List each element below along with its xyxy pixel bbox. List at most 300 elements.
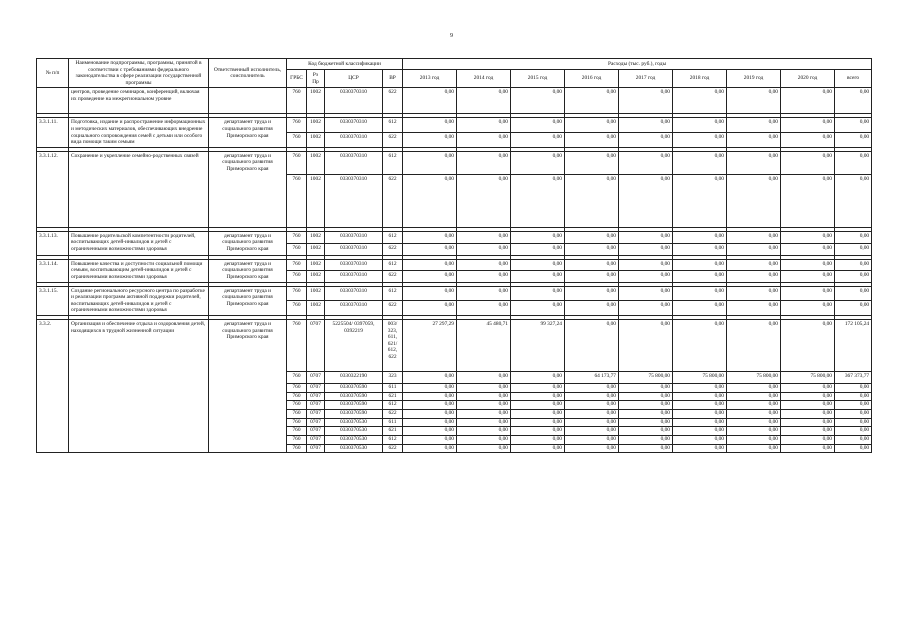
col-year: 2019 год [727, 69, 781, 87]
table-cell: 760 [287, 383, 307, 392]
table-cell: 0,00 [673, 427, 727, 436]
table-cell: 0,00 [403, 243, 457, 255]
table-cell: 0,00 [619, 151, 673, 174]
table-cell: 0,00 [727, 418, 781, 427]
table-cell: 0,00 [835, 418, 872, 427]
col-year: 2018 год [673, 69, 727, 87]
table-cell: 0,00 [457, 88, 511, 114]
table-row [37, 151, 872, 174]
table-cell: 0,00 [511, 118, 565, 133]
table-cell: 0,00 [727, 243, 781, 255]
table-cell: 0,00 [619, 174, 673, 227]
row-name: Организация и обеспечение отдыха и оздоровления детей, находящихся в трудной жизненной ситуации [69, 319, 209, 452]
table-cell: 622 [383, 271, 403, 282]
table-cell: 0330370310 [325, 151, 383, 174]
table-cell: 0,00 [619, 88, 673, 114]
table-cell: 0,00 [835, 444, 872, 453]
table-cell: 0,00 [673, 392, 727, 401]
table-cell: 0,00 [565, 301, 619, 316]
table-cell: 0,00 [673, 151, 727, 174]
table-cell: 0,00 [511, 133, 565, 148]
table-cell: 0,00 [781, 231, 835, 243]
table-cell: 1002 [307, 301, 325, 316]
table-cell: 0,00 [565, 319, 619, 371]
table-cell: 0,00 [781, 392, 835, 401]
table-cell: 0,00 [781, 133, 835, 148]
table-cell: 0,00 [673, 444, 727, 453]
table-cell: 0,00 [457, 151, 511, 174]
table-cell: 0,00 [727, 231, 781, 243]
table-cell: 0,00 [565, 231, 619, 243]
table-row [37, 286, 872, 301]
table-cell: 760 [287, 401, 307, 410]
table-cell: 0,00 [619, 231, 673, 243]
table-cell: 0,00 [565, 88, 619, 114]
table-header [37, 59, 872, 88]
table-cell: 0,00 [727, 427, 781, 436]
col-expenses: Расходы (тыс. руб.), годы [403, 59, 872, 70]
budget-table [36, 58, 872, 453]
table-cell: 0,00 [727, 118, 781, 133]
row-name: Повышение родительской компетентности родителей, воспитывающих детей-инвалидов и детей с ограниченными возможностями здоровья [69, 231, 209, 255]
table-cell: 760 [287, 133, 307, 148]
table-cell: 611 [383, 383, 403, 392]
table-row [37, 259, 872, 270]
table-cell: 75 800,00 [727, 371, 781, 383]
table-cell: 0330370310 [325, 259, 383, 270]
table-cell: 1002 [307, 151, 325, 174]
table-cell: 0,00 [727, 174, 781, 227]
table-cell: 0,00 [511, 151, 565, 174]
table-cell: 0,00 [619, 271, 673, 282]
table-cell: 0,00 [457, 444, 511, 453]
table-cell: 760 [287, 243, 307, 255]
table-cell: 0707 [307, 319, 325, 371]
table-cell: 1002 [307, 231, 325, 243]
table-cell: 0,00 [511, 444, 565, 453]
table-cell: 622 [383, 301, 403, 316]
table-cell: 0,00 [457, 383, 511, 392]
row-executor: департамент труда и социального развития Приморского края [209, 118, 287, 147]
table-cell: 612 [383, 401, 403, 410]
table-cell: 0,00 [403, 231, 457, 243]
col-year: 2013 год [403, 69, 457, 87]
row-name: центров, проведение семинаров, конференций, включая их проведение на межрегиональном уровне [69, 88, 209, 114]
table-cell: 0330370310 [325, 133, 383, 148]
table-cell: 0,00 [673, 301, 727, 316]
table-cell: 760 [287, 259, 307, 270]
table-cell: 0,00 [781, 151, 835, 174]
table-cell: 0,00 [511, 286, 565, 301]
table-cell: 0330370590 [325, 409, 383, 418]
table-cell: 0,00 [781, 174, 835, 227]
table-cell: 0,00 [781, 301, 835, 316]
table-cell: 0,00 [619, 259, 673, 270]
table-cell: 27 297,29 [403, 319, 457, 371]
table-cell: 0,00 [403, 174, 457, 227]
table-cell: 0,00 [835, 383, 872, 392]
table-cell: 621 [383, 427, 403, 436]
table-cell: 622 [383, 444, 403, 453]
table-cell: 0,00 [511, 371, 565, 383]
table-cell: 0,00 [835, 409, 872, 418]
table-cell: 0,00 [457, 392, 511, 401]
table-cell: 0,00 [835, 271, 872, 282]
table-cell: 0,00 [781, 383, 835, 392]
table-cell: 0707 [307, 444, 325, 453]
table-cell: 0,00 [565, 401, 619, 410]
table-cell: 0,00 [673, 271, 727, 282]
table-cell: 760 [287, 392, 307, 401]
table-cell: 622 [383, 174, 403, 227]
col-year: 2015 год [511, 69, 565, 87]
row-executor: департамент труда и социального развития Приморского края [209, 319, 287, 452]
table-cell: 0,00 [511, 259, 565, 270]
table-cell: 0,00 [673, 286, 727, 301]
table-row [37, 231, 872, 243]
table-cell: 622 [383, 243, 403, 255]
table-cell: 0,00 [565, 383, 619, 392]
table-cell: 367 373,77 [835, 371, 872, 383]
table-cell: 0,00 [457, 133, 511, 148]
table-cell: 0707 [307, 418, 325, 427]
table-cell: 0,00 [457, 286, 511, 301]
table-cell: 0,00 [781, 319, 835, 371]
table-cell: 0330370310 [325, 88, 383, 114]
table-cell: 0,00 [457, 243, 511, 255]
table-cell: 0,00 [457, 418, 511, 427]
table-cell: 0,00 [565, 243, 619, 255]
table-cell: 0,00 [673, 383, 727, 392]
table-cell: 622 [383, 409, 403, 418]
col-total: всего [835, 69, 872, 87]
table-cell: 0,00 [511, 427, 565, 436]
table-cell: 0,00 [673, 174, 727, 227]
table-cell: 0,00 [511, 392, 565, 401]
table-cell: 0,00 [565, 444, 619, 453]
col-year: 2014 год [457, 69, 511, 87]
table-cell: 0,00 [781, 401, 835, 410]
table-cell: 0,00 [619, 444, 673, 453]
row-number: 3.3.1.12. [37, 151, 69, 227]
table-cell: 0,00 [619, 401, 673, 410]
table-cell: 0,00 [403, 383, 457, 392]
table-cell: 0,00 [673, 319, 727, 371]
table-cell: 0330370590 [325, 383, 383, 392]
table-cell: 0,00 [403, 371, 457, 383]
table-cell: 0,00 [457, 427, 511, 436]
table-cell: 0330370310 [325, 286, 383, 301]
table-cell: 0330370310 [325, 174, 383, 227]
table-cell: 760 [287, 271, 307, 282]
table-cell: 0,00 [565, 271, 619, 282]
table-cell: 0,00 [457, 231, 511, 243]
row-executor: департамент труда и социального развития Приморского края [209, 231, 287, 255]
row-number: 3.3.1.15. [37, 286, 69, 315]
col-executor: Ответственный исполнитель, соисполнитель [209, 59, 287, 88]
table-cell: 0,00 [619, 392, 673, 401]
table-cell: 0,00 [403, 392, 457, 401]
table-cell: 0,00 [835, 133, 872, 148]
table-cell: 0,00 [727, 259, 781, 270]
table-cell: 0330370530 [325, 444, 383, 453]
table-cell: 0,00 [781, 271, 835, 282]
table-cell: 760 [287, 88, 307, 114]
col-budget-code: Код бюджетной классификации [287, 59, 403, 70]
table-cell: 760 [287, 174, 307, 227]
table-cell: 760 [287, 371, 307, 383]
table-cell: 0,00 [781, 409, 835, 418]
table-cell: 0330370310 [325, 243, 383, 255]
row-number: 3.3.2. [37, 319, 69, 452]
table-cell: 003/ 323, 611, 621/ 612, 622 [383, 319, 403, 371]
table-cell: 0330370590 [325, 392, 383, 401]
row-name: Создание регионального ресурсного центра по разработке и реализации программ активной поддержки родителей, воспитывающих детей-инвалидов и детей с ограниченными возможностями здоровья [69, 286, 209, 315]
table-cell: 0,00 [403, 427, 457, 436]
table-cell: 0,00 [619, 286, 673, 301]
table-cell: 0,00 [403, 418, 457, 427]
table-cell: 0,00 [511, 271, 565, 282]
table-cell: 760 [287, 444, 307, 453]
table-cell: 0,00 [835, 301, 872, 316]
table-row [37, 319, 872, 371]
table-cell: 0707 [307, 383, 325, 392]
table-cell: 0,00 [457, 259, 511, 270]
table-body [37, 88, 872, 453]
table-cell: 0,00 [457, 174, 511, 227]
table-cell: 0,00 [457, 271, 511, 282]
table-cell: 0,00 [403, 435, 457, 444]
table-cell: 0707 [307, 392, 325, 401]
table-cell: 0,00 [403, 271, 457, 282]
table-cell: 621 [383, 392, 403, 401]
table-cell: 0,00 [835, 243, 872, 255]
table-cell: 612 [383, 231, 403, 243]
table-cell: 0,00 [457, 371, 511, 383]
table-cell: 0,00 [403, 259, 457, 270]
table-cell: 0,00 [565, 435, 619, 444]
table-cell: 0,00 [565, 418, 619, 427]
table-cell: 0,00 [457, 409, 511, 418]
table-cell: 0,00 [511, 418, 565, 427]
table-cell: 612 [383, 435, 403, 444]
col-grbs: ГРБС [287, 69, 307, 87]
table-cell: 323 [383, 371, 403, 383]
table-cell: 0,00 [781, 118, 835, 133]
table-cell: 0,00 [511, 88, 565, 114]
table-cell: 0,00 [727, 383, 781, 392]
table-cell: 0,00 [565, 151, 619, 174]
table-cell: 0,00 [511, 174, 565, 227]
row-executor: департамент труда и социального развития Приморского края [209, 286, 287, 315]
table-cell: 0,00 [511, 383, 565, 392]
table-cell: 0,00 [619, 435, 673, 444]
table-cell: 0,00 [619, 319, 673, 371]
table-cell: 1002 [307, 243, 325, 255]
table-cell: 0,00 [835, 259, 872, 270]
table-cell: 0,00 [727, 271, 781, 282]
table-cell: 0,00 [457, 435, 511, 444]
table-cell: 760 [287, 319, 307, 371]
row-executor: департамент труда и социального развития Приморского края [209, 151, 287, 227]
table-cell: 64 173,77 [565, 371, 619, 383]
table-cell: 0,00 [835, 435, 872, 444]
col-year: 2016 год [565, 69, 619, 87]
table-cell: 0,00 [403, 151, 457, 174]
table-cell: 612 [383, 118, 403, 133]
table-cell: 0,00 [781, 259, 835, 270]
table-cell: 1002 [307, 133, 325, 148]
col-vr: ВР [383, 69, 403, 87]
table-cell: 0330370530 [325, 427, 383, 436]
row-name: Подготовка, издание и распространение информационных и методических материалов, обеспечивающих внедрение социального сопровождения семей с детьми или особого вида помощи таким семьям [69, 118, 209, 147]
table-cell: 0,00 [781, 418, 835, 427]
table-cell: 0330370310 [325, 301, 383, 316]
table-cell: 0,00 [403, 286, 457, 301]
table-cell: 0,00 [619, 409, 673, 418]
table-cell: 0,00 [619, 243, 673, 255]
table-cell: 0,00 [511, 435, 565, 444]
table-cell: 760 [287, 151, 307, 174]
table-cell: 0,00 [619, 427, 673, 436]
table-cell: 0,00 [619, 418, 673, 427]
table-cell: 99 327,24 [511, 319, 565, 371]
table-cell: 0,00 [565, 427, 619, 436]
table-cell: 0,00 [835, 427, 872, 436]
table-cell: 0,00 [673, 401, 727, 410]
table-cell: 0,00 [781, 427, 835, 436]
table-cell: 0,00 [457, 401, 511, 410]
table-cell: 0,00 [835, 151, 872, 174]
table-cell: 0330370530 [325, 435, 383, 444]
table-cell: 1002 [307, 118, 325, 133]
table-cell: 0,00 [565, 392, 619, 401]
table-cell: 611 [383, 418, 403, 427]
table-cell: 0,00 [619, 133, 673, 148]
table-cell: 0,00 [403, 88, 457, 114]
table-cell: 0,00 [403, 401, 457, 410]
table-cell: 0,00 [565, 118, 619, 133]
table-cell: 0707 [307, 435, 325, 444]
table-cell: 0,00 [835, 231, 872, 243]
row-executor: департамент труда и социального развития Приморского края [209, 259, 287, 282]
table-cell: 0,00 [727, 286, 781, 301]
table-cell: 0,00 [673, 259, 727, 270]
table-cell: 1002 [307, 259, 325, 270]
table-cell: 0,00 [727, 435, 781, 444]
table-cell: 622 [383, 88, 403, 114]
table-cell: 0,00 [781, 444, 835, 453]
table-cell: 0,00 [619, 383, 673, 392]
table-cell: 0,00 [403, 118, 457, 133]
table-cell: 0,00 [673, 435, 727, 444]
table-cell: 760 [287, 118, 307, 133]
table-cell: 0,00 [565, 133, 619, 148]
table-cell: 612 [383, 286, 403, 301]
table-cell: 0,00 [835, 401, 872, 410]
table-cell: 0330370530 [325, 418, 383, 427]
table-cell: 0,00 [781, 286, 835, 301]
table-cell: 5225504/ 0397059, 0392219 [325, 319, 383, 371]
table-cell: 0,00 [673, 243, 727, 255]
table-cell: 0,00 [727, 409, 781, 418]
table-cell: 75 800,00 [781, 371, 835, 383]
table-cell: 0,00 [565, 286, 619, 301]
table-cell: 760 [287, 418, 307, 427]
table-cell: 0,00 [835, 88, 872, 114]
table-cell: 0,00 [457, 118, 511, 133]
table-cell: 0,00 [565, 409, 619, 418]
table-cell: 622 [383, 133, 403, 148]
table-cell: 0,00 [565, 174, 619, 227]
table-cell: 0,00 [835, 118, 872, 133]
table-cell: 760 [287, 427, 307, 436]
table-cell: 1002 [307, 174, 325, 227]
table-row [37, 118, 872, 133]
row-name: Повышение качества и доступности социальной помощи семьям, воспитывающим детей-инвалидов и детей с ограниченными возможностями здоровья [69, 259, 209, 282]
table-cell: 760 [287, 286, 307, 301]
col-year: 2017 год [619, 69, 673, 87]
table-cell: 0,00 [403, 133, 457, 148]
row-number: 3.3.1.13. [37, 231, 69, 255]
page-number: 9 [450, 33, 453, 39]
row-name: Сохранение и укрепление семейно-родственных связей [69, 151, 209, 227]
table-cell: 760 [287, 409, 307, 418]
table-cell: 0,00 [727, 133, 781, 148]
table-cell: 1002 [307, 88, 325, 114]
table-cell: 760 [287, 435, 307, 444]
table-cell: 0,00 [619, 118, 673, 133]
table-cell: 0330322190 [325, 371, 383, 383]
table-cell: 0,00 [511, 301, 565, 316]
table-cell: 0,00 [511, 401, 565, 410]
table-cell: 0707 [307, 371, 325, 383]
table-cell: 0707 [307, 401, 325, 410]
table-cell: 0,00 [673, 409, 727, 418]
table-cell: 0330370590 [325, 401, 383, 410]
table-cell: 0330370310 [325, 271, 383, 282]
table-cell: 0,00 [727, 151, 781, 174]
row-number: 3.3.1.11. [37, 118, 69, 147]
col-rzpr: Рз Пр [307, 69, 325, 87]
table-cell: 0,00 [565, 259, 619, 270]
table-cell: 1002 [307, 286, 325, 301]
table-cell: 0,00 [673, 88, 727, 114]
table-cell: 760 [287, 231, 307, 243]
table-cell: 0707 [307, 409, 325, 418]
table-cell: 612 [383, 259, 403, 270]
table-cell: 0,00 [403, 444, 457, 453]
table-cell: 0,00 [511, 409, 565, 418]
table-cell: 0,00 [673, 133, 727, 148]
table-cell: 0330370310 [325, 231, 383, 243]
table-cell: 0,00 [511, 243, 565, 255]
table-cell: 612 [383, 151, 403, 174]
table-cell: 0,00 [781, 435, 835, 444]
col-csr: ЦСР [325, 69, 383, 87]
table-cell: 0,00 [727, 392, 781, 401]
table-row [37, 88, 872, 114]
table-cell: 0,00 [727, 444, 781, 453]
col-year: 2020 год [781, 69, 835, 87]
table-cell: 0330370310 [325, 118, 383, 133]
table-cell: 0,00 [403, 301, 457, 316]
table-cell: 0,00 [781, 88, 835, 114]
table-cell: 0,00 [619, 301, 673, 316]
table-cell: 0,00 [835, 174, 872, 227]
table-cell: 0,00 [727, 319, 781, 371]
table-cell: 0,00 [673, 231, 727, 243]
